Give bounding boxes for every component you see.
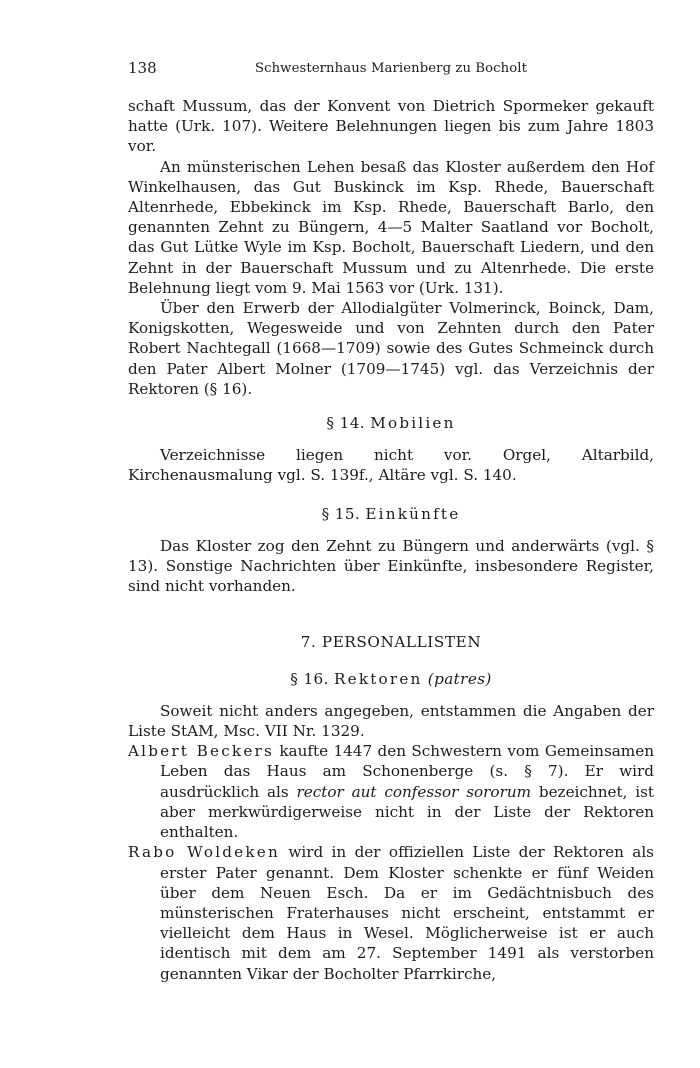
section-number: § 14. (326, 414, 365, 433)
paragraph-mobilien: Verzeichnisse liegen nicht vor. Orgel, Altarbild, Kirchenausmalung vgl. S. 139f., Altäre vgl. S. 140. (128, 446, 654, 485)
paragraph-lehen: An münsterischen Lehen besaß das Kloster außerdem den Hof Winkelhausen, das Gut Buskinck im Ksp. Rhede, Bauerschaft Altenrhede, Ebbekinck im Ksp. Rhede, Bauerschaft Barlo, den genannten Zehnt zu Büngern, 4—5 Malter Saatland vor Bocholt, das Gut Lütke Wyle im Ksp. Bocholt, Bauerschaft Liedern, und den Zehnt in der Bauerschaft Mussum und zu Altenrhede. Die erste Belehnung liegt vom 9. Mai 1563 vor (Urk. 131). (128, 157, 654, 297)
section-subtitle: (patres) (427, 669, 492, 688)
section-heading-mobilien (128, 413, 654, 433)
paragraph-continuation: schaft Mussum, das der Konvent von Dietrich Spormeker gekauft hatte (Urk. 107). Weitere Belehnungen liegen bis zum Jahre 1803 vor. (128, 97, 654, 156)
paragraph-rektoren-intro: Soweit nicht anders angegeben, entstammen die Angaben der Liste StAM, Msc. VII Nr. 1329. (128, 701, 654, 741)
page-number: 138 (128, 59, 157, 77)
paragraph-allodialgueter: Über den Erwerb der Allodialgüter Volmerinck, Boinck, Dam, Konigskotten, Wegesweide und von Zehnten durch den Pater Robert Nachtegall (1668—1709) sowie des Gutes Schmeinck durch den Pater Albert Molner (1709—1745) vgl. das Verzeichnis der Rektoren (§ 16). (128, 299, 654, 398)
entry-text: wird in der offiziellen Liste der Rektoren als erster Pater genannt. Dem Kloster schenkte er fünf Weiden über dem Neuen Esch. Da er im Gedächtnisbuch des münsterischen Fraterhauses nicht erscheint, entstammt er vielleicht dem Haus in Wesel. Möglicherweise ist er auch identisch mit dem am 27. September 1491 als verstorben genannten Vikar der Bocholter Pfarrkirche, (160, 843, 654, 983)
chapter-heading: 7. PERSONALLISTEN (300, 633, 482, 652)
entry-name: Rabo Woldeken (128, 843, 280, 862)
section-number: § 16. (290, 669, 329, 688)
paragraph-einkuenfte: Das Kloster zog den Zehnt zu Büngern und anderwärts (vgl. § 13). Sonstige Nachrichten über Einkünfte, insbesondere Register, sind nicht vorhanden. (128, 536, 654, 596)
section-heading-einkuenfte (128, 504, 654, 524)
entry-name: Albert Beckers (128, 742, 274, 761)
running-title: Schwesternhaus Marienberg zu Bocholt (254, 61, 528, 76)
section-title: Einkünfte (365, 504, 461, 523)
entry-italic: rector aut confessor sororum (296, 782, 532, 801)
section-number: § 15. (321, 504, 361, 523)
entry-text: bezeichnet, ist aber merkwürdigerweise nicht in der Liste der Rektoren enthalten. (160, 782, 654, 842)
list-item (128, 741, 654, 842)
list-item (128, 842, 654, 983)
entry-text: kaufte 1447 den Schwestern vom Gemeinsamen Leben das Haus am Schonenberge (s. § 7). Er wird ausdrücklich als (160, 742, 654, 801)
section-heading-rektoren (128, 669, 654, 689)
book-page (128, 58, 654, 984)
section-title: Rektoren (334, 669, 423, 688)
section-title: Mobilien (370, 414, 456, 433)
running-head (128, 58, 654, 80)
